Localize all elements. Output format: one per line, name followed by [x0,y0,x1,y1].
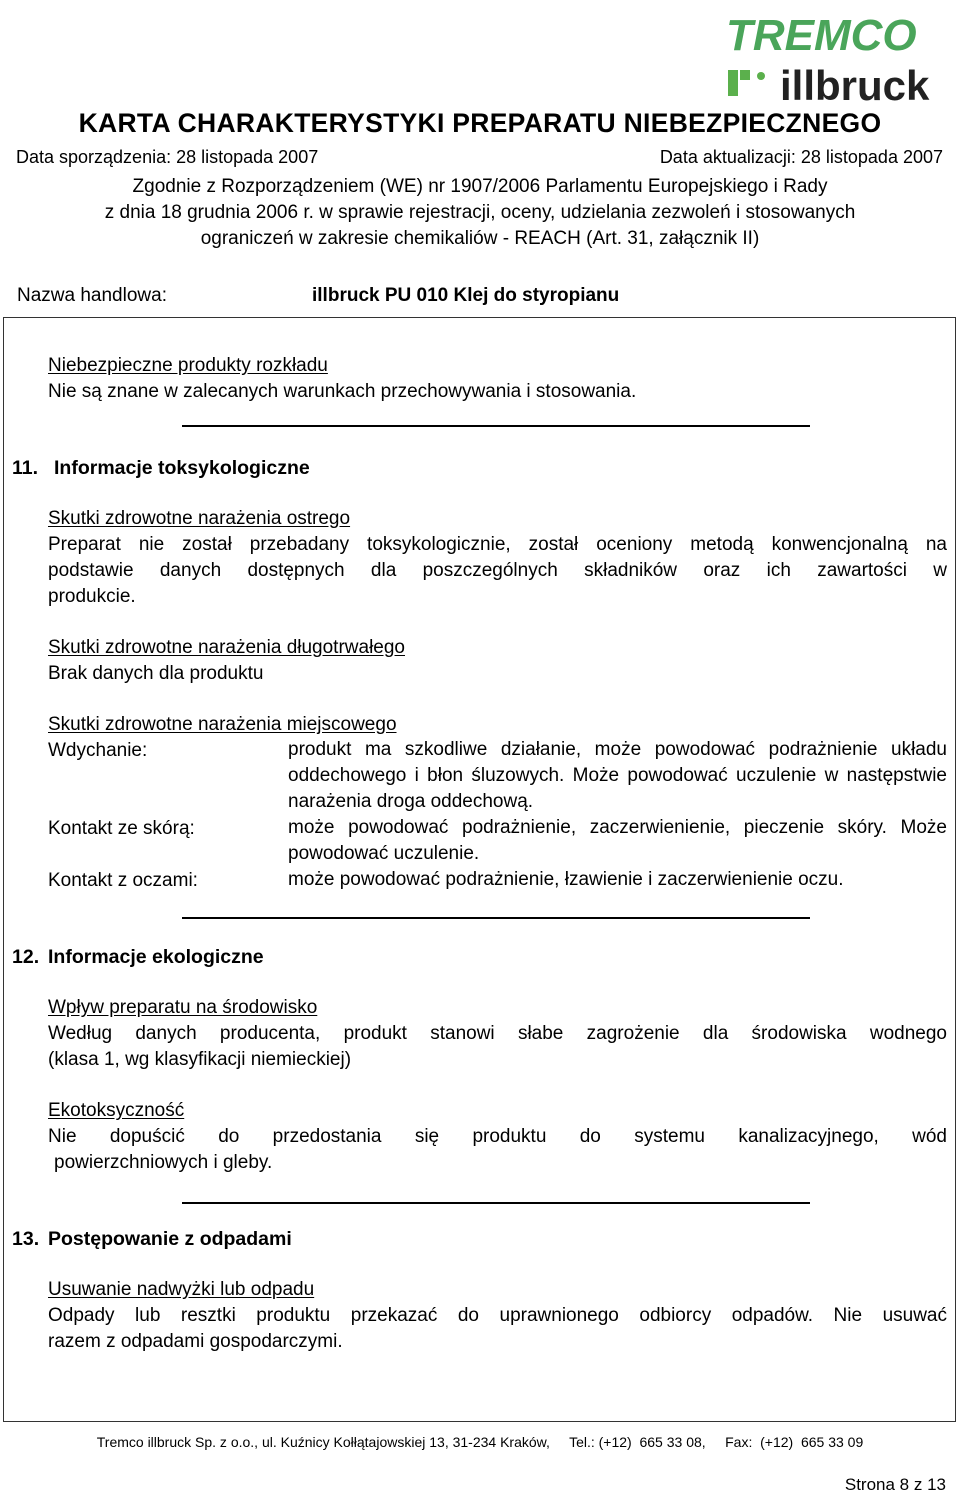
logo-tremco-text: TREMCO [726,11,917,60]
acute-effects-heading: Skutki zdrowotne narażenia ostrego [48,508,351,529]
chronic-effects-text: Brak danych dla produktu [48,663,264,684]
section-divider [182,425,810,427]
environment-impact-line-1: Według danych producenta, produkt stanowi słabe zagrożenie dla środowiska wodnego [48,1023,947,1044]
date-created: Data sporządzenia: 28 listopada 2007 [16,147,319,167]
decomposition-heading: Niebezpieczne produkty rozkładu [48,355,328,376]
skin-contact-text: może powodować podrażnienie, zaczerwienienie, pieczenie skóry. Może powodować uczulenie. [288,817,947,864]
acute-effects-line-2: podstawie danych dostępnych dla poszczególnych składników oraz ich zawartości w [48,560,947,581]
section-12-title: Informacje ekologiczne [48,946,264,968]
waste-disposal-heading: Usuwanie nadwyżki lub odpadu [48,1279,315,1300]
ecotoxicity-line-2: powierzchniowych i gleby. [54,1152,273,1173]
eye-contact-text: może powodować podrażnienie, łzawienie i zaczerwienienie oczu. [288,869,844,890]
local-effects-heading: Skutki zdrowotne narażenia miejscowego [48,714,397,735]
ecotoxicity-line-1: Nie dopuścić do przedostania się produktu do systemu kanalizacyjnego, wód [48,1126,947,1147]
inhalation-label: Wdychanie: [48,740,148,761]
acute-effects-line-3: produkcie. [48,586,136,607]
tremco-illbruck-logo [722,6,937,106]
trade-name-label: Nazwa handlowa: [17,285,167,306]
section-11-title: Informacje toksykologiczne [54,457,310,479]
environment-impact-heading: Wpływ preparatu na środowisko [48,997,318,1018]
trade-name-value: illbruck PU 010 Klej do styropianu [312,285,620,306]
section-13-title: Postępowanie z odpadami [48,1228,292,1250]
waste-disposal-line-1: Odpady lub resztki produktu przekazać do uprawnionego odbiorcy odpadów. Nie usuwać [48,1305,947,1326]
logo-mark-dot [757,72,765,80]
section-divider [182,1202,810,1204]
document-title: KARTA CHARAKTERYSTYKI PREPARATU NIEBEZPIECZNEGO [78,108,882,138]
ecotoxicity-heading: Ekotoksyczność [48,1100,185,1121]
section-13-number: 13. [12,1228,40,1250]
footer-company-info: Tremco illbruck Sp. z o.o., ul. Kuźnicy Kołłątajowskiej 13, 31-234 Kraków, Tel.: (+12) 665 33 08, Fax: (+12) 665 33 09 [96,1434,864,1450]
waste-disposal-line-2: razem z odpadami gospodarczymi. [48,1331,343,1352]
skin-contact-label: Kontakt ze skórą: [48,818,195,839]
section-divider [182,917,810,919]
environment-impact-line-2: (klasa 1, wg klasyfikacji niemieckiej) [48,1049,352,1070]
section-11-number: 11. [12,457,39,479]
logo-illbruck-text: illbruck [780,62,930,106]
eye-contact-label: Kontakt z oczami: [48,870,198,891]
logo-mark-bar [728,70,738,96]
regulation-line-1: Zgodnie z Rozporządzeniem (WE) nr 1907/2006 Parlamentu Europejskiego i Rady [132,176,828,197]
logo-mark-square [740,70,750,80]
page-number: Strona 8 z 13 [844,1475,946,1494]
regulation-line-2: z dnia 18 grudnia 2006 r. w sprawie rejestracji, oceny, udzielania zezwoleń i stosowanych [104,202,856,223]
regulation-line-3: ograniczeń w zakresie chemikaliów - REACH (Art. 31, załącznik II) [200,228,760,249]
inhalation-text: produkt ma szkodliwe działanie, może powodować podrażnienie układu oddechowego i błon śluzowych. Może powodować uczulenie w następstwie narażenia droga oddechową. [288,739,947,812]
company-logo [722,6,937,106]
section-12-number: 12. [12,946,40,968]
date-updated: Data aktualizacji: 28 listopada 2007 [659,147,943,167]
chronic-effects-heading: Skutki zdrowotne narażenia długotrwałego [48,637,405,658]
acute-effects-line-1: Preparat nie został przebadany toksykologicznie, został oceniony metodą konwencjonalną na [48,534,947,555]
decomposition-text: Nie są znane w zalecanych warunkach przechowywania i stosowania. [48,381,637,402]
